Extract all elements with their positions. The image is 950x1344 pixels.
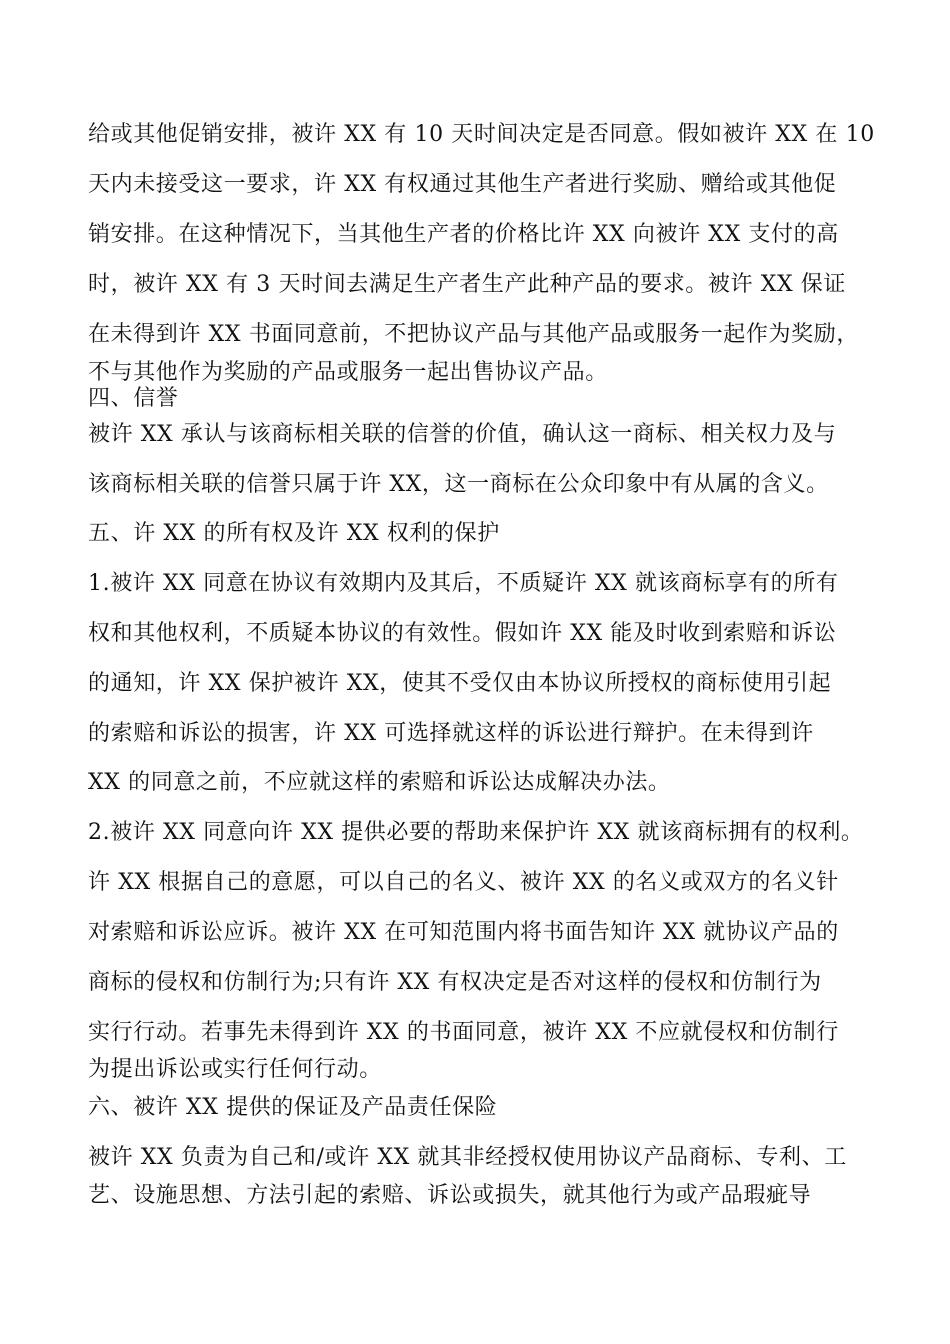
paragraph-line: 在未得到许 XX 书面同意前，不把协议产品与其他产品或服务一起作为奖励， bbox=[88, 322, 859, 347]
paragraph-line: 实行行动。若事先未得到许 XX 的书面同意，被许 XX 不应就侵权和仿制行 bbox=[88, 1020, 839, 1045]
section-heading: 六、被许 XX 提供的保证及产品责任保险 bbox=[88, 1095, 498, 1120]
paragraph-line: 的索赔和诉讼的损害，许 XX 可选择就这样的诉讼进行辩护。在未得到许 bbox=[88, 721, 814, 746]
paragraph-line: 2.被许 XX 同意向许 XX 提供必要的帮助来保护许 XX 就该商标拥有的权利。 bbox=[88, 820, 864, 845]
section-heading: 四、信誉 bbox=[88, 386, 179, 411]
paragraph-line: 不与其他作为奖励的产品或服务一起出售协议产品。 bbox=[88, 360, 608, 385]
paragraph-line: 时，被许 XX 有 3 天时间去满足生产者生产此种产品的要求。被许 XX 保证 bbox=[88, 272, 847, 297]
paragraph-line: 对索赔和诉讼应诉。被许 XX 在可知范围内将书面告知许 XX 就协议产品的 bbox=[88, 920, 839, 945]
paragraph-line: 权和其他权利，不质疑本协议的有效性。假如许 XX 能及时收到索赔和诉讼 bbox=[88, 621, 837, 646]
paragraph-line: 艺、设施思想、方法引起的索赔、诉讼或损失，就其他行为或产品瑕疵导 bbox=[88, 1183, 812, 1208]
paragraph-line: 商标的侵权和仿制行为;只有许 XX 有权决定是否对这样的侵权和仿制行为 bbox=[88, 970, 822, 995]
paragraph-line: 为提出诉讼或实行任何行动。 bbox=[88, 1057, 382, 1082]
paragraph-line: 给或其他促销安排，被许 XX 有 10 天时间决定是否同意。假如被许 XX 在 10 bbox=[88, 122, 875, 147]
section-heading: 五、许 XX 的所有权及许 XX 权利的保护 bbox=[88, 521, 500, 546]
paragraph-line: XX 的同意之前，不应就这样的索赔和诉讼达成解决办法。 bbox=[88, 770, 671, 795]
paragraph-line: 的通知，许 XX 保护被许 XX，使其不受仅由本协议所授权的商标使用引起 bbox=[88, 671, 832, 696]
paragraph-line: 天内未接受这一要求，许 XX 有权通过其他生产者进行奖励、赠给或其他促 bbox=[88, 172, 837, 197]
paragraph-line: 该商标相关联的信誉只属于许 XX，这一商标在公众印象中有从属的含义。 bbox=[88, 472, 829, 497]
paragraph-line: 销安排。在这种情况下，当其他生产者的价格比许 XX 向被许 XX 支付的高 bbox=[88, 222, 839, 247]
paragraph-line: 1.被许 XX 同意在协议有效期内及其后，不质疑许 XX 就该商标享有的所有 bbox=[88, 571, 839, 596]
paragraph-line: 被许 XX 承认与该商标相关联的信誉的价值，确认这一商标、相关权力及与 bbox=[88, 422, 837, 447]
paragraph-line: 许 XX 根据自己的意愿，可以自己的名义、被许 XX 的名义或双方的名义针 bbox=[88, 870, 839, 895]
paragraph-line: 被许 XX 负责为自己和/或许 XX 就其非经授权使用协议产品商标、专利、工 bbox=[88, 1145, 847, 1170]
